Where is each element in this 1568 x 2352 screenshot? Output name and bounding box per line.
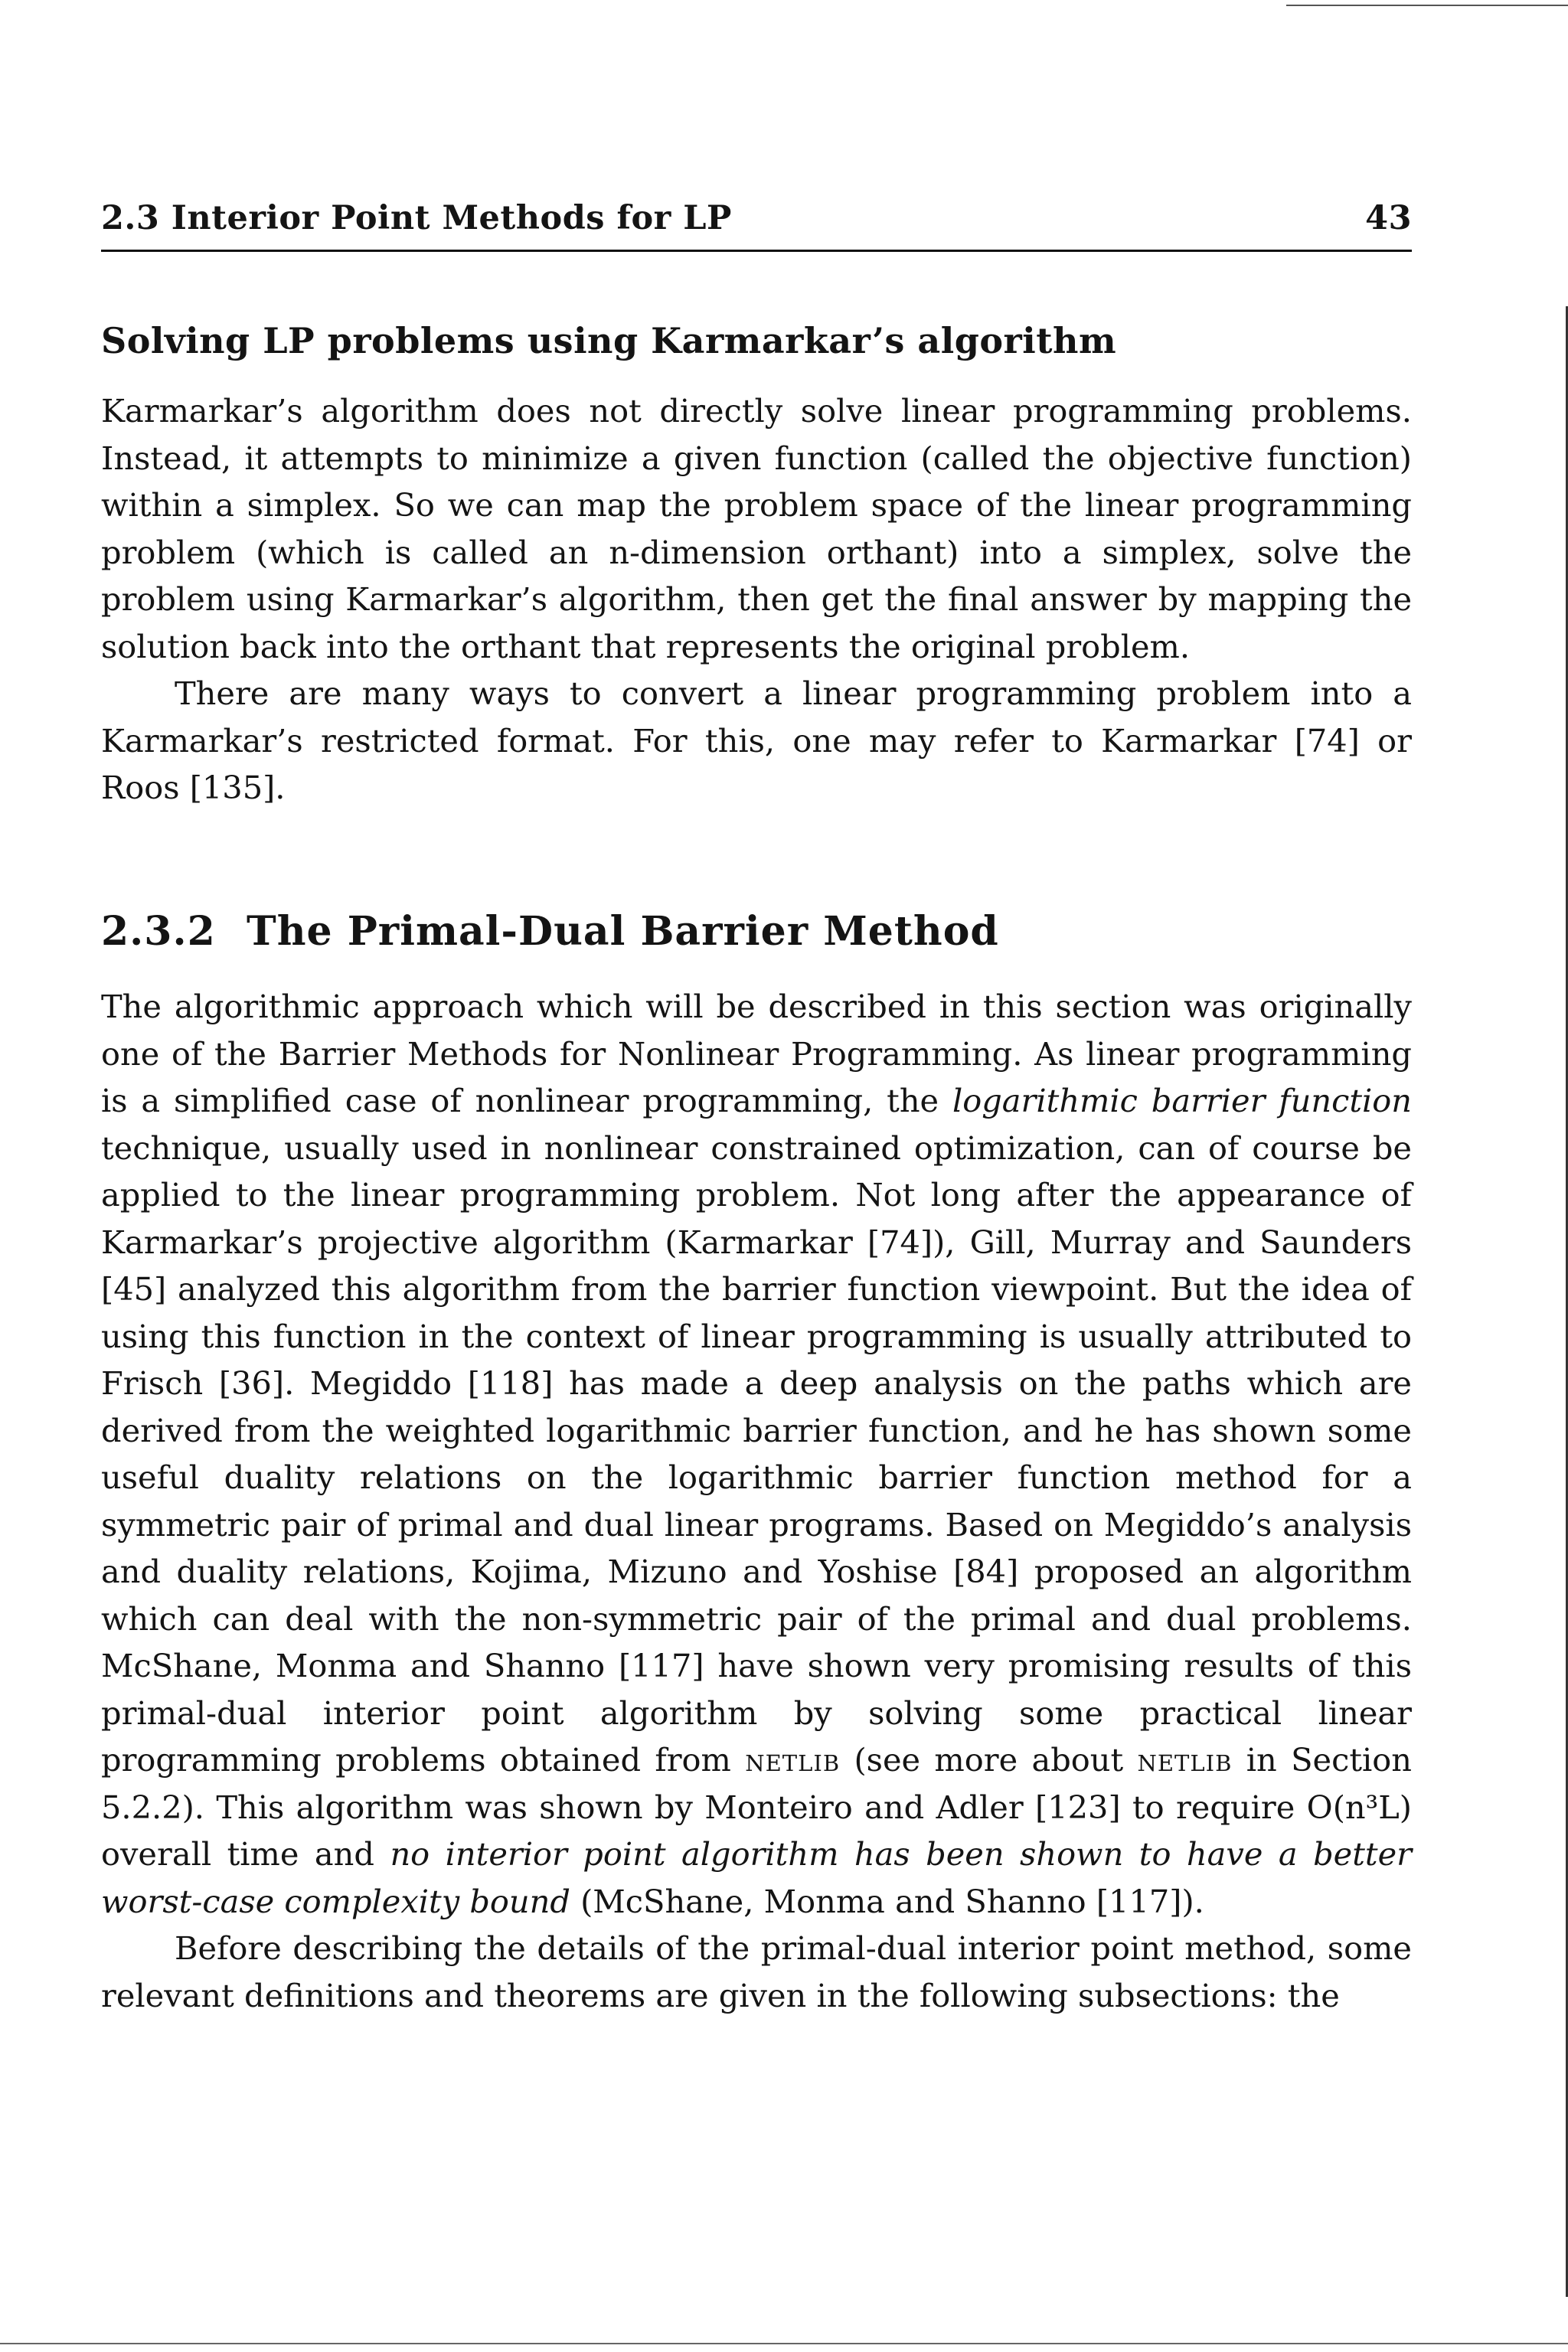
- text-run: technique, usually used in nonlinear constrained optimization, can of course be applied to the linear programming problem. Not long after the appearance of Karmarkar’s projective algorithm (Karmarkar [74]), Gill, Murray and Saunders [45] analyzed this algorithm from the barrier function viewpoint. But the idea of using this function in the context of linear programming is usually attributed to Frisch [36]. Megiddo [118] has made a deep analysis on the paths which are derived from the weighted logarithmic barrier function, and he has shown some useful duality relations on the logarithmic barrier function method for a symmetric pair of primal and dual linear programs. Based on Megiddo’s analysis and duality relations, Kojima, Mizuno and Yoshise [84] proposed an algorithm which can deal with the non-symmetric pair of the primal and dual problems. McShane, Monma and Shanno [117] have shown very promising results of this primal-dual interior point algorithm by solving some practical linear programming problems obtained from: [101, 1129, 1412, 1779]
- running-title: 2.3 Interior Point Methods for LP: [101, 199, 732, 237]
- paragraph: There are many ways to convert a linear programming problem into a Karmarkar’s restricted format. For this, one may refer to Karmarkar [74] or Roos [135].: [101, 675, 1412, 806]
- paragraph: [101, 983, 1412, 1925]
- subsection-body: [101, 387, 1412, 812]
- header-rule: [101, 250, 1412, 252]
- paragraph: Karmarkar’s algorithm does not directly solve linear programming problems. Instead, it attempts to minimize a given function (called the objective function) within a simplex. So we can map the problem space of the linear programming problem (which is called an n-dimension orthant) into a simplex, solve the problem using Karmarkar’s algorithm, then get the final answer by mapping the solution back into the orthant that represents the original problem.: [101, 392, 1412, 665]
- text-run: The algorithmic approach which will be described in this section was originally one of the Barrier Methods for Nonlinear Programming. As linear programming is a simplified case of nonlinear programming, the: [101, 988, 1412, 1119]
- scan-edge-bottom: [0, 2343, 1568, 2344]
- emphasis-text: logarithmic barrier function: [952, 1082, 1412, 1119]
- page-number: 43: [1365, 199, 1412, 237]
- netlib-smallcaps: netlib: [1137, 1741, 1233, 1779]
- paragraph: Before describing the details of the primal-dual interior point method, some relevant definitions and theorems are given in the following subsections: the: [101, 1929, 1412, 2014]
- scan-edge-top: [1286, 5, 1568, 6]
- subsection-title: Solving LP problems using Karmarkar’s algorithm: [101, 320, 1117, 361]
- subsection-karmarkar: [101, 320, 1412, 361]
- text-run: (see more about: [840, 1741, 1138, 1779]
- section-body: [101, 983, 1412, 2019]
- section-number: 2.3.2: [101, 908, 216, 955]
- text-run: overall time and: [101, 1835, 390, 1873]
- complexity-formula: O(n³L): [1306, 1788, 1412, 1826]
- section-heading: [101, 908, 1412, 955]
- netlib-smallcaps: netlib: [745, 1741, 841, 1779]
- running-header: [101, 199, 1412, 237]
- emphasis-text: no interior point algorithm has been shown to have a better worst-case complexity bound: [101, 1835, 1412, 1920]
- text-run: (McShane, Monma and Shanno [117]).: [570, 1882, 1204, 1920]
- section-title: The Primal-Dual Barrier Method: [247, 908, 999, 955]
- text-run: in Section 5.2.2). This algorithm was shown by Monteiro and Adler [123] to require: [101, 1741, 1413, 1826]
